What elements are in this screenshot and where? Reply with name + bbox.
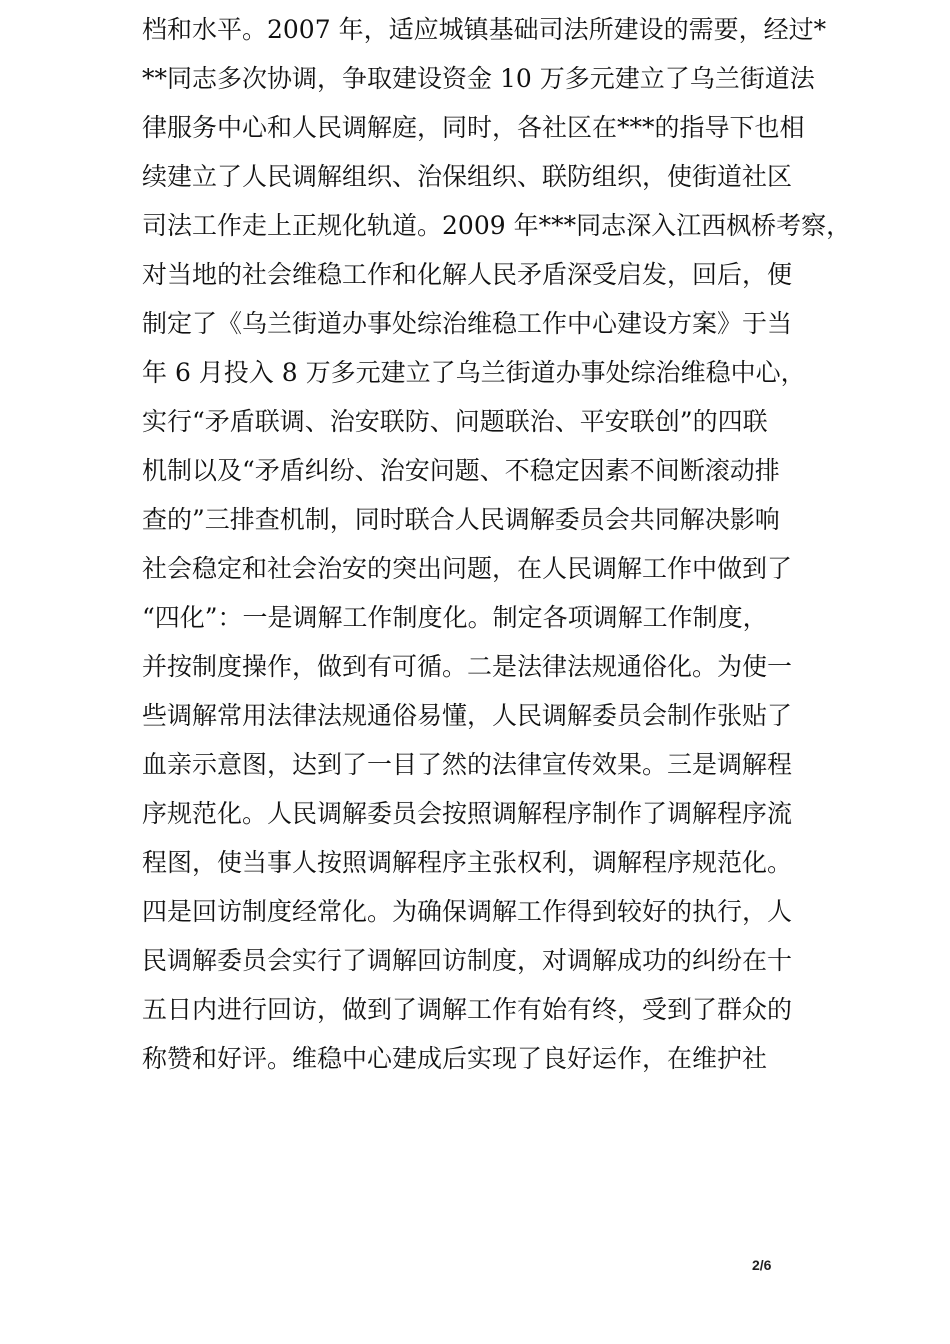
text-line: 序规范化。人民调解委员会按照调解程序制作了调解程序流 xyxy=(142,799,793,828)
text-line: 称赞和好评。维稳中心建成后实现了良好运作，在维护社 xyxy=(142,1044,768,1073)
text-line: 年 6 月投入 8 万多元建立了乌兰街道办事处综治维稳中心， xyxy=(142,358,806,387)
text-line: “四化”：一是调解工作制度化。制定各项调解工作制度， xyxy=(142,603,768,632)
text-line: 社会稳定和社会治安的突出问题，在人民调解工作中做到了 xyxy=(142,554,793,583)
text-line: 民调解委员会实行了调解回访制度，对调解成功的纠纷在十 xyxy=(142,946,793,975)
text-line: 律服务中心和人民调解庭，同时，各社区在***的指导下也相 xyxy=(142,113,805,142)
text-line: 些调解常用法律法规通俗易懂，人民调解委员会制作张贴了 xyxy=(142,701,793,730)
text-line: 血亲示意图，达到了一目了然的法律宣传效果。三是调解程 xyxy=(142,750,793,779)
text-line: 程图，使当事人按照调解程序主张权利，调解程序规范化。 xyxy=(142,848,793,877)
text-line: 对当地的社会维稳工作和化解人民矛盾深受启发，回后，便 xyxy=(142,260,793,289)
text-line: 档和水平。2007 年，适应城镇基础司法所建设的需要，经过* xyxy=(142,15,827,44)
text-line: 四是回访制度经常化。为确保调解工作得到较好的执行，人 xyxy=(142,897,793,926)
page-number: 2/6 xyxy=(752,1257,772,1273)
text-line: 查的”三排查机制，同时联合人民调解委员会共同解决影响 xyxy=(142,505,780,534)
text-line: 机制以及“矛盾纠纷、治安问题、不稳定因素不间断滚动排 xyxy=(142,456,780,485)
text-line: 续建立了人民调解组织、治保组织、联防组织，使街道社区 xyxy=(142,162,793,191)
text-line: 五日内进行回访，做到了调解工作有始有终，受到了群众的 xyxy=(142,995,793,1024)
text-line: 司法工作走上正规化轨道。2009 年***同志深入江西枫桥考察， xyxy=(142,211,852,240)
text-line: **同志多次协调，争取建设资金 10 万多元建立了乌兰街道法 xyxy=(142,64,815,93)
text-line: 制定了《乌兰街道办事处综治维稳工作中心建设方案》于当 xyxy=(142,309,793,338)
text-line: 实行“矛盾联调、治安联防、问题联治、平安联创”的四联 xyxy=(142,407,768,436)
text-line: 并按制度操作，做到有可循。二是法律法规通俗化。为使一 xyxy=(142,652,793,681)
